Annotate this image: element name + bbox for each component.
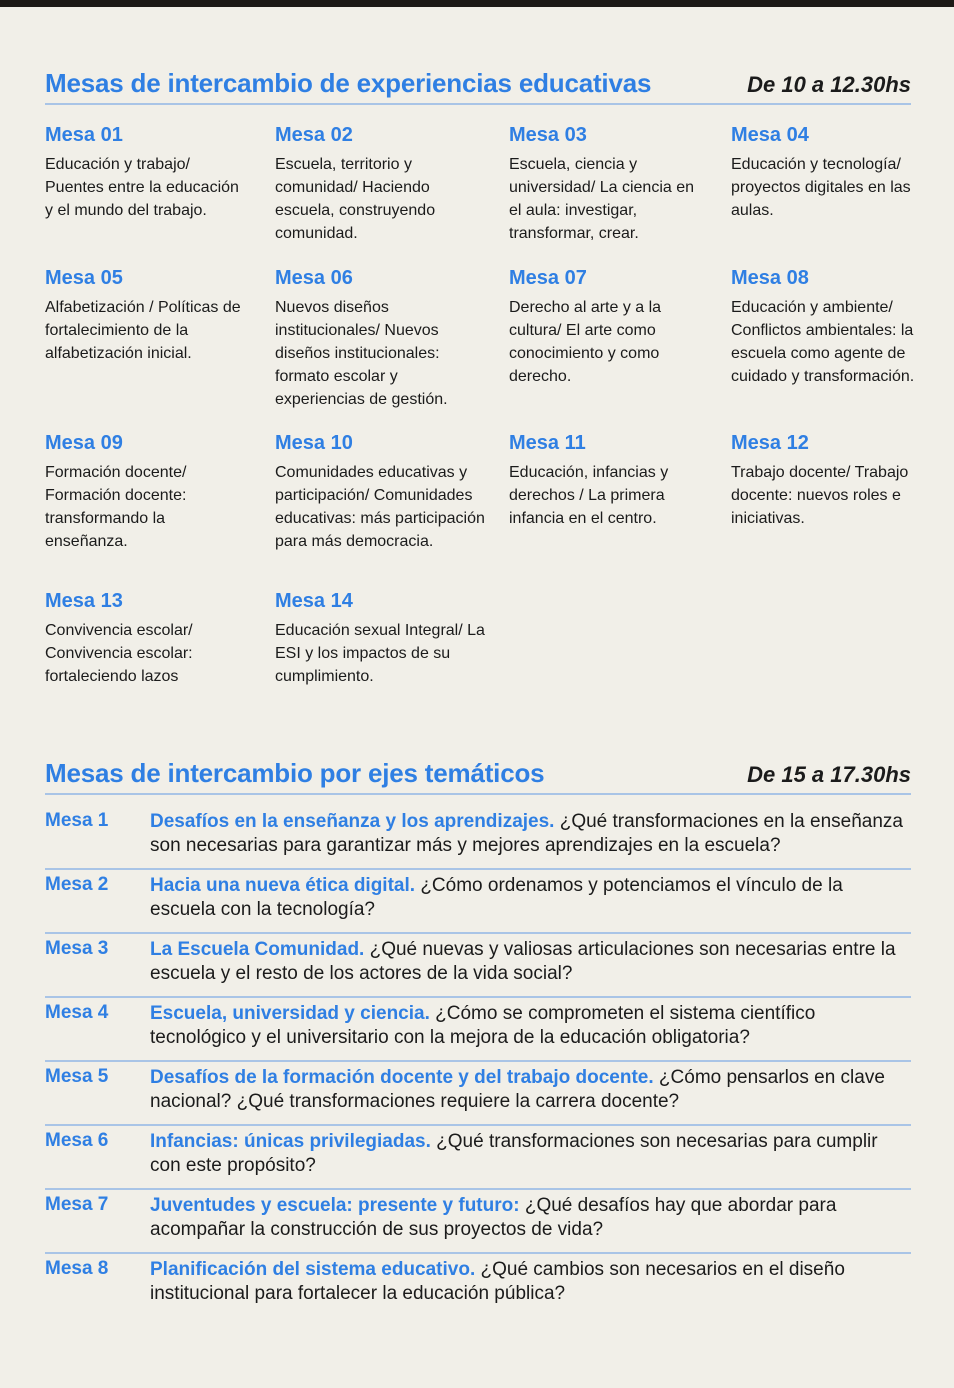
eje-body xyxy=(150,1130,911,1178)
eje-label: Mesa 1 xyxy=(45,810,109,831)
eje-topic: Desafíos de la formación docente y del trabajo docente. xyxy=(150,1067,654,1088)
eje-question: ¿Cómo ordenamos y potenciamos el vínculo de la escuela con la tecnología? xyxy=(150,875,843,920)
mesa-row xyxy=(45,124,945,267)
eje-topic: La Escuela Comunidad. xyxy=(150,939,365,960)
mesa-title: Mesa 01 xyxy=(45,124,123,146)
mesa-description: Escuela, territorio y comunidad/ Haciendo escuela, construyendo comunidad. xyxy=(275,156,436,242)
mesa-title: Mesa 06 xyxy=(275,267,353,289)
mesa-title: Mesa 02 xyxy=(275,124,353,146)
eje-topic: Desafíos en la enseñanza y los aprendizajes. xyxy=(150,811,555,832)
mesa-card xyxy=(509,267,704,388)
mesa-description: Trabajo docente/ Trabajo docente: nuevos roles e iniciativas. xyxy=(731,464,909,527)
eje-topic: Infancias: únicas privilegiadas. xyxy=(150,1131,431,1152)
ejes-list xyxy=(45,806,911,1316)
mesa-title: Mesa 13 xyxy=(45,590,123,612)
mesa-description: Formación docente/ Formación docente: transformando la enseñanza. xyxy=(45,464,187,550)
section-time: De 10 a 12.30hs xyxy=(747,72,911,97)
mesa-card xyxy=(275,124,490,245)
eje-row xyxy=(45,934,911,998)
eje-topic: Juventudes y escuela: presente y futuro: xyxy=(150,1195,520,1216)
eje-body xyxy=(150,810,911,858)
eje-body xyxy=(150,938,911,986)
mesa-description: Nuevos diseños institucionales/ Nuevos diseños institucionales: formato escolar y experiencias de gestión. xyxy=(275,299,448,408)
mesa-title: Mesa 03 xyxy=(509,124,587,146)
eje-body xyxy=(150,1258,911,1306)
section-header-experiencias xyxy=(45,68,911,105)
mesa-title: Mesa 08 xyxy=(731,267,809,289)
mesa-description: Escuela, ciencia y universidad/ La ciencia en el aula: investigar, transformar, crear. xyxy=(509,156,695,242)
mesa-description: Convivencia escolar/ Convivencia escolar: fortaleciendo lazos xyxy=(45,622,193,685)
eje-label: Mesa 4 xyxy=(45,1002,109,1023)
eje-row xyxy=(45,1126,911,1190)
eje-label: Mesa 7 xyxy=(45,1194,109,1215)
mesa-card xyxy=(45,267,245,365)
mesa-description: Comunidades educativas y participación/ Comunidades educativas: más participación para más democracia. xyxy=(275,464,485,550)
mesas-grid xyxy=(45,124,945,690)
section-title: Mesas de intercambio por ejes temáticos xyxy=(45,758,545,788)
section-header-ejes xyxy=(45,758,911,795)
eje-body xyxy=(150,1194,911,1242)
eje-question: ¿Qué desafíos hay que abordar para acompañar la construcción de sus proyectos de vida? xyxy=(150,1195,837,1240)
eje-label: Mesa 6 xyxy=(45,1130,109,1151)
eje-question: ¿Qué transformaciones en la enseñanza son necesarias para garantizar más y mejores aprendizajes en la escuela? xyxy=(150,811,903,856)
eje-row xyxy=(45,1254,911,1316)
mesa-title: Mesa 12 xyxy=(731,432,809,454)
eje-body xyxy=(150,874,911,922)
mesa-description: Educación y tecnología/ proyectos digitales en las aulas. xyxy=(731,156,911,219)
eje-topic: Planificación del sistema educativo. xyxy=(150,1259,476,1280)
eje-question: ¿Cómo pensarlos en clave nacional? ¿Qué transformaciones requiere la carrera docente? xyxy=(150,1067,885,1112)
mesa-description: Educación, infancias y derechos / La primera infancia en el centro. xyxy=(509,464,669,527)
eje-question: ¿Qué transformaciones son necesarias para cumplir con este propósito? xyxy=(150,1131,878,1176)
mesa-description: Derecho al arte y a la cultura/ El arte como conocimiento y como derecho. xyxy=(509,299,662,385)
top-bar xyxy=(0,0,954,7)
mesa-description: Educación sexual Integral/ La ESI y los impactos de su cumplimiento. xyxy=(275,622,485,685)
eje-body xyxy=(150,1066,911,1114)
section-time: De 15 a 17.30hs xyxy=(747,762,911,787)
mesa-card xyxy=(275,590,490,688)
mesa-row xyxy=(45,590,945,690)
mesa-description: Educación y trabajo/ Puentes entre la educación y el mundo del trabajo. xyxy=(45,156,239,219)
eje-row xyxy=(45,806,911,870)
mesa-title: Mesa 05 xyxy=(45,267,123,289)
eje-label: Mesa 2 xyxy=(45,874,109,895)
mesa-card xyxy=(509,124,704,245)
eje-label: Mesa 8 xyxy=(45,1258,109,1279)
section-title: Mesas de intercambio de experiencias educativas xyxy=(45,68,652,98)
mesa-title: Mesa 10 xyxy=(275,432,353,454)
mesa-description: Educación y ambiente/ Conflictos ambientales: la escuela como agente de cuidado y transformación. xyxy=(731,299,915,385)
mesa-title: Mesa 07 xyxy=(509,267,587,289)
mesa-card xyxy=(731,124,931,222)
mesa-card xyxy=(509,432,704,530)
mesa-card xyxy=(275,267,490,411)
eje-row xyxy=(45,1190,911,1254)
mesa-card xyxy=(45,432,245,553)
mesa-title: Mesa 14 xyxy=(275,590,353,612)
mesa-card xyxy=(731,267,931,388)
mesa-row xyxy=(45,432,945,590)
eje-question: ¿Cómo se comprometen el sistema científico tecnológico y el universitario con la mejora de la educación obligatoria? xyxy=(150,1003,816,1048)
eje-row xyxy=(45,998,911,1062)
eje-body xyxy=(150,1002,911,1050)
eje-question: ¿Qué nuevas y valiosas articulaciones son necesarias entre la escuela y el resto de los actores de la vida social? xyxy=(150,939,896,984)
eje-row xyxy=(45,1062,911,1126)
mesa-title: Mesa 04 xyxy=(731,124,809,146)
mesa-description: Alfabetización / Políticas de fortalecimiento de la alfabetización inicial. xyxy=(45,299,241,362)
eje-label: Mesa 3 xyxy=(45,938,109,959)
mesa-card xyxy=(731,432,936,530)
mesa-card xyxy=(45,590,245,688)
mesa-row xyxy=(45,267,945,432)
mesa-card xyxy=(275,432,490,553)
mesa-title: Mesa 09 xyxy=(45,432,123,454)
eje-row xyxy=(45,870,911,934)
mesa-card xyxy=(45,124,245,222)
eje-topic: Hacia una nueva ética digital. xyxy=(150,875,416,896)
eje-topic: Escuela, universidad y ciencia. xyxy=(150,1003,430,1024)
mesa-title: Mesa 11 xyxy=(509,432,586,454)
eje-question: ¿Qué cambios son necesarios en el diseño institucional para fortalecer la educación pública? xyxy=(150,1259,845,1304)
eje-label: Mesa 5 xyxy=(45,1066,109,1087)
